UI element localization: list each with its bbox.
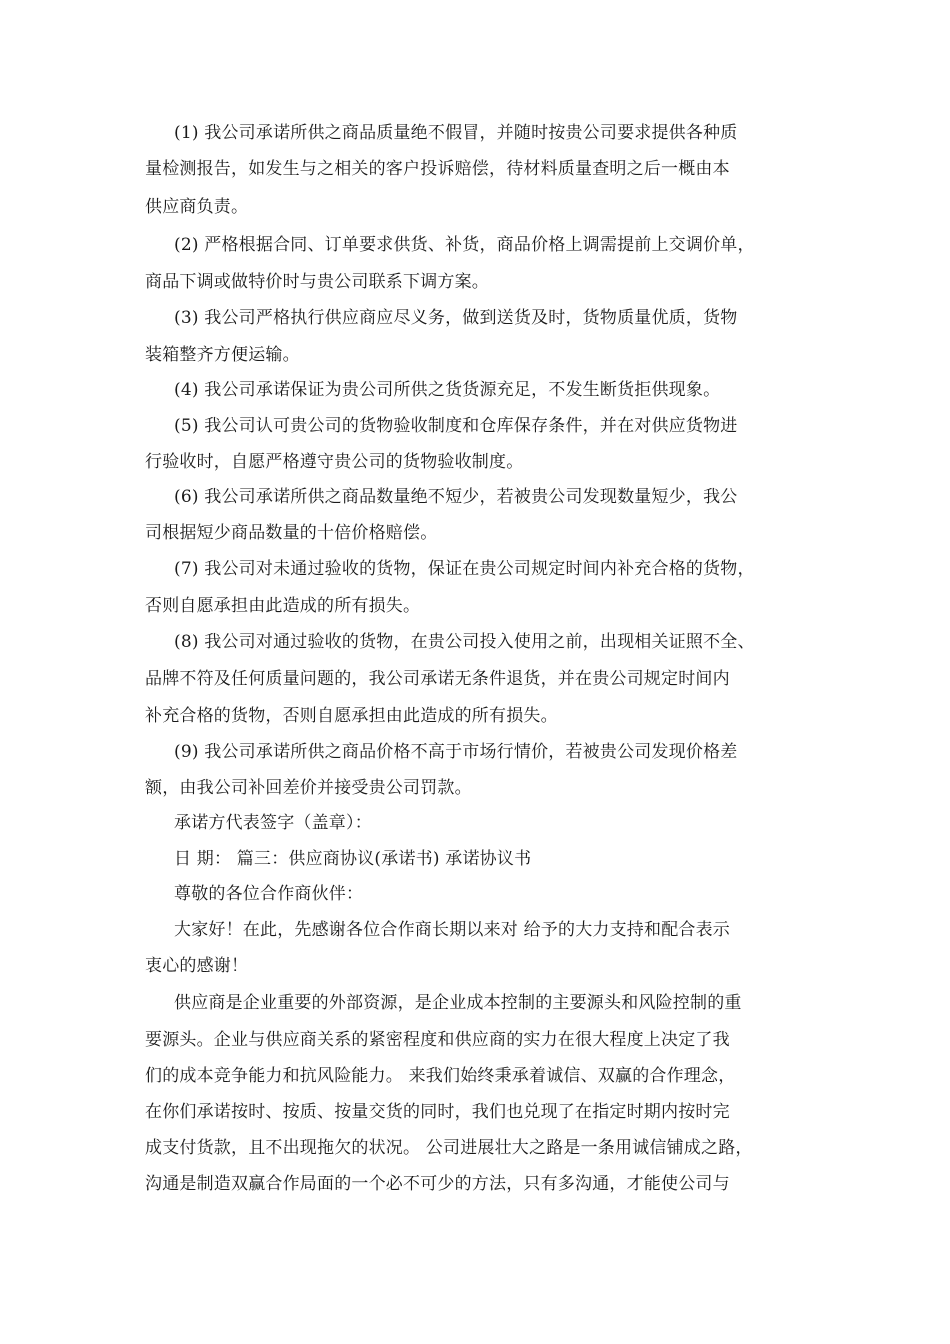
text-line: (4) 我公司承诺保证为贵公司所供之货货源充足，不发生断货拒供现象。 [174,380,721,400]
text-line: 额，由我公司补回差价并接受贵公司罚款。 [145,778,472,798]
text-line: (1) 我公司承诺所供之商品质量绝不假冒，并随时按贵公司要求提供各种质 [174,123,738,143]
text-line: 供应商是企业重要的外部资源，是企业成本控制的主要源头和风险控制的重 [174,993,742,1013]
text-line: 成支付货款，且不出现拖欠的状况。 公司进展壮大之路是一条用诚信铺成之路， [145,1138,753,1158]
text-line: 大家好！在此，先感谢各位合作商长期以来对 给予的大力支持和配合表示 [174,920,731,940]
text-line: 衷心的感谢！ [145,956,249,976]
text-line: 尊敬的各位合作商伙伴： [174,884,364,904]
text-line: 司根据短少商品数量的十倍价格赔偿。 [145,523,438,543]
text-line: 沟通是制造双赢合作局面的一个必不可少的方法，只有多沟通，才能使公司与 [145,1174,730,1194]
text-line: 商品下调或做特价时与贵公司联系下调方案。 [145,272,489,292]
text-line: 在你们承诺按时、按质、按量交货的同时，我们也兑现了在指定时期内按时完 [145,1102,730,1122]
text-line: 量检测报告，如发生与之相关的客户投诉赔偿，待材料质量查明之后一概由本 [145,159,730,179]
text-line: (9) 我公司承诺所供之商品价格不高于市场行情价，若被贵公司发现价格差 [174,742,738,762]
text-line: (3) 我公司严格执行供应商应尽义务，做到送货及时，货物质量优质，货物 [174,308,738,328]
text-line: 要源头。企业与供应商关系的紧密程度和供应商的实力在很大程度上决定了我 [145,1030,730,1050]
text-line: 承诺方代表签字（盖章）： [174,813,372,833]
text-line: (5) 我公司认可贵公司的货物验收制度和仓库保存条件，并在对供应货物进 [174,416,738,436]
text-line: (6) 我公司承诺所供之商品数量绝不短少，若被贵公司发现数量短少，我公 [174,487,738,507]
text-line: (8) 我公司对通过验收的货物，在贵公司投入使用之前，出现相关证照不全、 [174,632,755,652]
text-line: (7) 我公司对未通过验收的货物，保证在贵公司规定时间内补充合格的货物， [174,559,755,579]
text-line: 补充合格的货物，否则自愿承担由此造成的所有损失。 [145,706,558,726]
text-line: 们的成本竞争能力和抗风险能力。 来我们始终秉承着诚信、双赢的合作理念， [145,1066,736,1086]
text-line: 品牌不符及任何质量问题的，我公司承诺无条件退货，并在贵公司规定时间内 [145,669,730,689]
text-line: 装箱整齐方便运输。 [145,345,300,365]
text-line: 日 期： 篇三：供应商协议(承诺书) 承诺协议书 [174,849,532,869]
text-line: (2) 严格根据合同、订单要求供货、补货，商品价格上调需提前上交调价单， [174,235,755,255]
text-line: 供应商负责。 [145,197,249,217]
text-line: 否则自愿承担由此造成的所有损失。 [145,596,421,616]
text-line: 行验收时，自愿严格遵守贵公司的货物验收制度。 [145,452,524,472]
